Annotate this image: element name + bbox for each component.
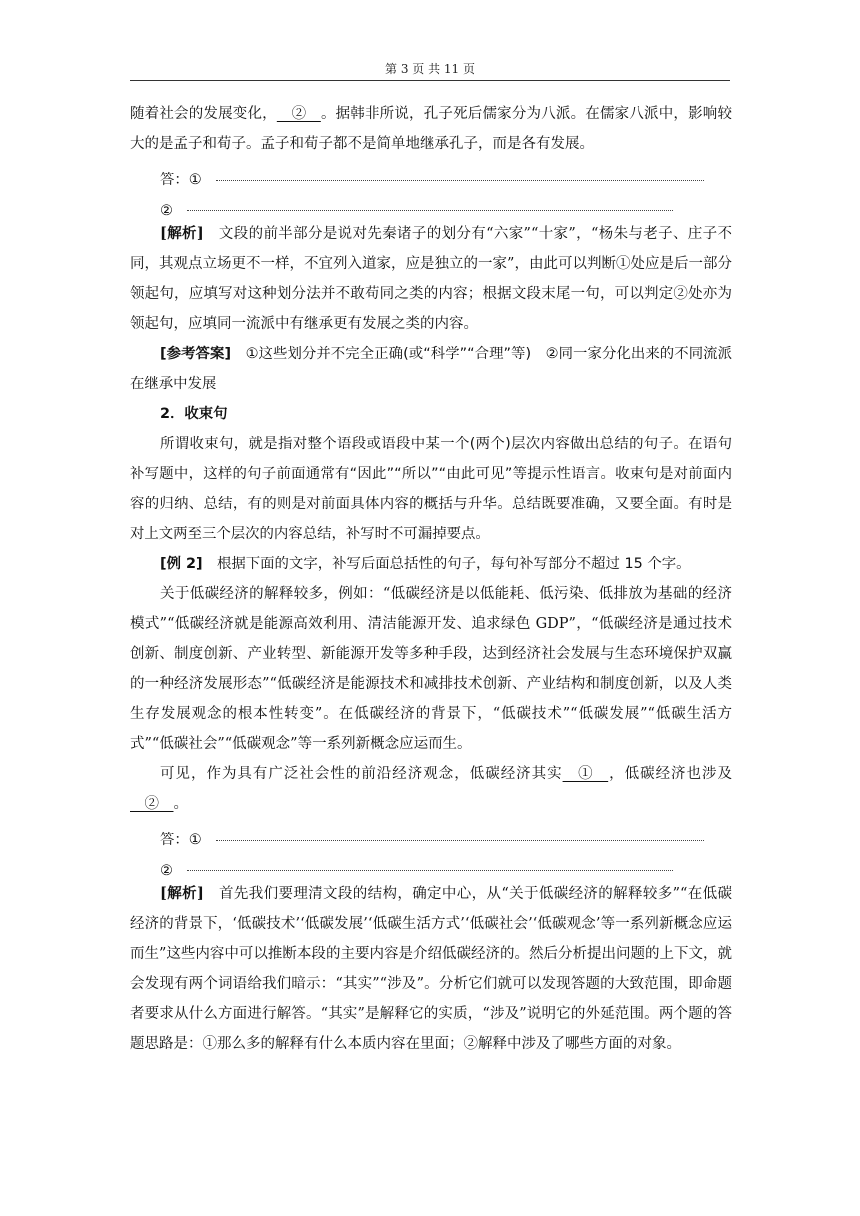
example-instruction: 根据下面的文字，补写后面总括性的句子，每句补写部分不超过 15 个字。 xyxy=(202,556,691,572)
header-rule xyxy=(130,80,730,81)
definition-paragraph: 所谓收束句，就是指对整个语段或语段中某一个(两个)层次内容做出总结的句子。在语句补写题中，这样的句子前面通常有“因此”“所以”“由此可见”等提示性语言。收束句是对前面内容的归纳、总结，有的则是对前面具体内容的概括与升华。总结既要准确，又要全面。有时是对上文两至三个层次的内容总结，补写时不可漏掉要点。 xyxy=(130,436,732,542)
intro-text-a: 随着社会的发展变化， xyxy=(130,106,277,122)
intro-paragraph xyxy=(130,99,732,159)
answer-line-4 xyxy=(130,849,732,879)
reference-answer-tag: [参考答案] xyxy=(160,346,232,362)
answer-line-2 xyxy=(130,189,732,219)
analysis-tag-2: [解析] xyxy=(160,885,204,902)
blank-2b: __②__ xyxy=(130,796,174,812)
section-title-2: 2．收束句 xyxy=(160,406,228,422)
passage-paragraph: 关于低碳经济的解释较多，例如：“低碳经济是以低能耗、低污染、低排放为基础的经济模式”“低碳经济就是能源高效利用、清洁能源开发、追求绿色 GDP”，“低碳经济是通过技术创新、制度创新、产业转型、新能源开发等多种手段，达到经济社会发展与生态环境保护双赢的一种经济发展形态”“低碳经济是能源技术和减排技术创新、产业结构和制度创新，以及人类生存发展观念的根本性转变”。在低碳经济的背景下，“低碳技术”“低碳发展”“低碳生活方式”“低碳社会”“低碳观念”等一系列新概念应运而生。 xyxy=(130,586,732,752)
blank-2: __②__ xyxy=(276,106,321,122)
answer-label-2: ② xyxy=(160,203,173,219)
passage-conclusion-c: 。 xyxy=(173,796,188,812)
answer-label-3: 答：① xyxy=(160,832,202,848)
passage-conclusion-a: 可见，作为具有广泛社会性的前沿经济观念，低碳经济其实 xyxy=(160,766,563,782)
answer-dotted-line-3 xyxy=(216,830,704,841)
reference-answer-text: ①这些划分并不完全正确(或“科学”“合理”等) ②同一家分化出来的不同流派在继承中发展 xyxy=(130,346,733,392)
passage-conclusion-b: ，低碳经济也涉及 xyxy=(608,766,733,782)
reference-answer-1 xyxy=(130,339,732,399)
example-tag: [例 2] xyxy=(160,556,203,572)
intro-text-b: 。据韩非所说，孔子死后儒家分为八派。在儒家八派中，影响较大的是孟子和荀子。孟子和荀子都不是简单地继承孔子，而是各有发展。 xyxy=(130,106,732,152)
answer-label-1: 答：① xyxy=(160,172,202,188)
analysis-tag: [解析] xyxy=(160,225,204,242)
answer-dotted-line-1 xyxy=(216,170,704,181)
answer-line-1 xyxy=(130,159,732,189)
answer-label-4: ② xyxy=(160,863,173,879)
document-body xyxy=(130,99,732,1059)
analysis-text: 文段的前半部分是说对先秦诸子的划分有“六家”“十家”，“杨朱与老子、庄子不同，其观点立场更不一样，不宜列入道家，应是独立的一家”，由此可以判断①处应是后一部分领起句，应填写对这种划分法并不敢苟同之类的内容；根据文段末尾一句，可以判定②处亦为领起句，应填同一流派中有继承更有发展之类的内容。 xyxy=(130,226,732,332)
passage-conclusion xyxy=(130,759,732,819)
answer-line-3 xyxy=(130,819,732,849)
answer-dotted-line-2 xyxy=(187,200,673,211)
example-2 xyxy=(130,549,732,579)
page-header: 第 3 页 共 11 页 xyxy=(385,62,475,76)
blank-1: __①__ xyxy=(562,766,609,782)
analysis-text-2: 首先我们要理清文段的结构，确定中心，从“关于低碳经济的解释较多”“在低碳经济的背景下，‘低碳技术’‘低碳发展’‘低碳生活方式’‘低碳社会’‘低碳观念’等一系列新概念应运而生”这些内容中可以推断本段的主要内容是介绍低碳经济的。然后分析提出问题的上下文，就会发现有两个词语给我们暗示：“其实”“涉及”。分析它们就可以发现答题的大致范围，即命题者要求从什么方面进行解答。“其实”是解释它的实质，“涉及”说明它的外延范围。两个题的答题思路是：①那么多的解释有什么本质内容在里面；②解释中涉及了哪些方面的对象。 xyxy=(130,886,732,1052)
analysis-2 xyxy=(130,879,732,1059)
answer-dotted-line-4 xyxy=(187,860,673,871)
analysis-1 xyxy=(130,219,732,339)
